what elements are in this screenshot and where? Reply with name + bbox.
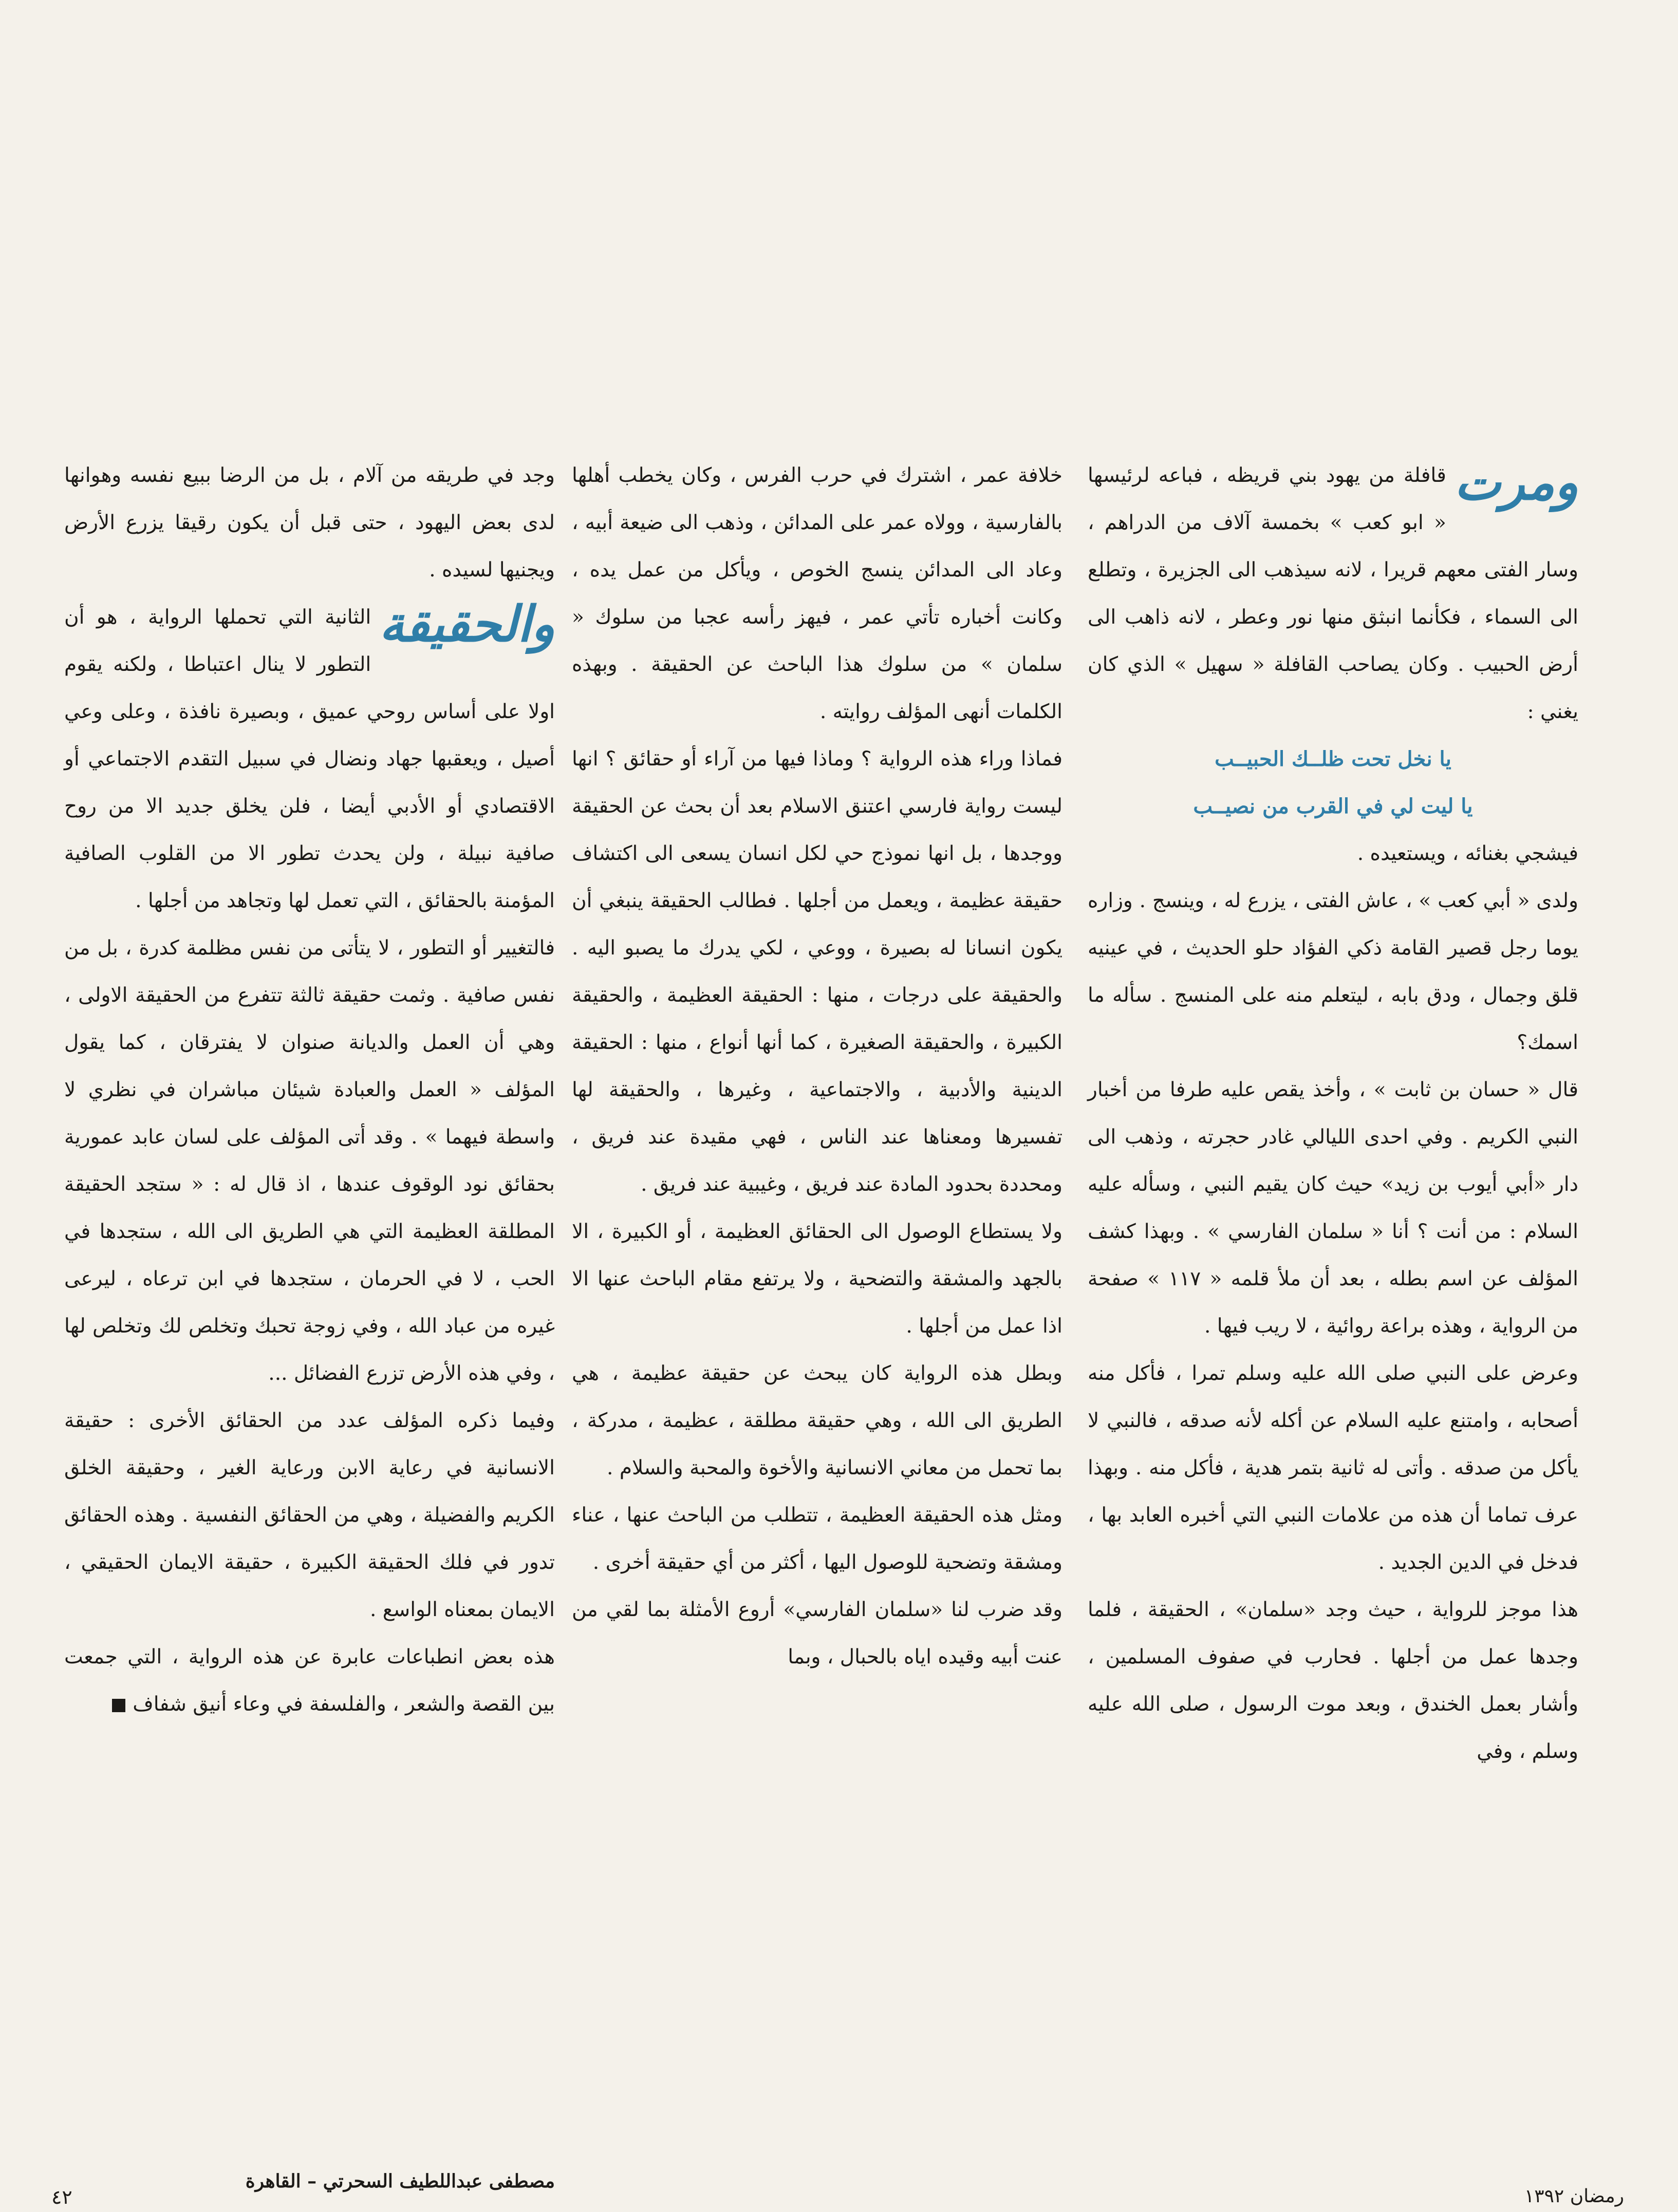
author-signature: مصطفى عبداللطيف السحرتي – القاهرة bbox=[245, 2170, 555, 2192]
paragraph: هذا موجز للرواية ، حيث وجد «سلمان» ، الحقيقة ، فلما وجدها عمل من أجلها . فحارب في صفوف المسلمين ، وأشار بعمل الخندق ، وبعد موت الرسول ، صلى الله عليه وسلم ، وفي bbox=[1088, 1598, 1578, 1763]
column-middle bbox=[572, 452, 1062, 1681]
end-mark-icon bbox=[112, 1699, 125, 1712]
paragraph-text: الثانية التي تحملها الرواية ، هو أن التطور لا ينال اعتباطا ، ولكنه يقوم اولا على أساس روحي عميق ، وبصيرة نافذة ، وعلى وعي أصيل ، ويعقبها جهاد ونضال في سبيل التقدم الاجتماعي أو الاقتصادي أو الأدبي أيضا ، فلن يخلق جديد الا من روح صافية نبيلة ، ولن يحدث تطور الا من القلوب الصافية المؤمنة بالحقائق ، التي تعمل لها وتجاهد من أجلها . bbox=[64, 606, 555, 912]
issue-date: رمضان ١٣٩٢ bbox=[1524, 2186, 1624, 2207]
paragraph bbox=[1088, 452, 1578, 736]
paragraph: قال « حسان بن ثابت » ، وأخذ يقص عليه طرفا من أخبار النبي الكريم . وفي احدى الليالي غادر حجرته ، وذهب الى دار «أبي أيوب بن زيد» حيث كان يقيم النبي ، وسأله عليه السلام : من أنت ؟ أنا « سلمان الفارسي » . وبهذا كشف المؤلف عن اسم بطله ، بعد أن ملأ قلمه « ١١٧ » صفحة من الرواية ، وهذه براعة روائية ، لا ريب فيها . bbox=[1088, 1078, 1578, 1338]
paragraph bbox=[64, 1634, 555, 1728]
column-left bbox=[64, 452, 555, 1728]
paragraph: وعرض على النبي صلى الله عليه وسلم تمرا ، فأكل منه أصحابه ، وامتنع عليه السلام عن أكله لأنه صدقه ، فالنبي لا يأكل من صدقه . وأتى له ثانية بتمر هدية ، فأكل منه . وبهذا عرف تماما أن هذه من علامات النبي التي أخبره العابد بها ، فدخل في الدين الجديد . bbox=[1088, 1362, 1579, 1574]
paragraph: ولدى « أبي كعب » ، عاش الفتى ، يزرع له ، وينسج . وزاره يوما رجل قصير القامة ذكي الفؤاد حلو الحديث ، في عينيه قلق وجمال ، ودق بابه ، ليتعلم منه على المنسج . سأله ما اسمك؟ bbox=[1088, 889, 1578, 1054]
paragraph: خلافة عمر ، اشترك في حرب الفرس ، وكان يخطب أهلها بالفارسية ، وولاه عمر على المدائن ، وذهب الى ضيعة أبيه ، وعاد الى المدائن ينسج الخوص ، ويأكل من عمل يده ، وكانت أخباره تأتي عمر ، فيهز رأسه عجبا من سلوك « سلمان » من سلوك هذا الباحث عن الحقيقة . وبهذه الكلمات أنهى المؤلف روايته . bbox=[572, 464, 1062, 723]
page-number: ٤٢ bbox=[51, 2186, 72, 2208]
drop-cap-word: ومرت bbox=[1454, 453, 1578, 511]
drop-cap-word: والحقيقة bbox=[379, 595, 555, 653]
paragraph: ومثل هذه الحقيقة العظيمة ، تتطلب من الباحث عنها ، عناء ومشقة وتضحية للوصول اليها ، أكثر من أي حقيقة أخرى . bbox=[572, 1504, 1062, 1574]
paragraph bbox=[64, 594, 555, 925]
poem-verse: يا نخل تحت ظلــك الحبيــب bbox=[1215, 747, 1451, 771]
column-right bbox=[1088, 452, 1578, 1775]
paragraph: فالتغيير أو التطور ، لا يتأتى من نفس مظلمة كدرة ، بل من نفس صافية . وثمت حقيقة ثالثة تتفرع من الحقيقة الاولى ، وهي أن العمل والديانة صنوان لا يفترقان ، كما يقول المؤلف « العمل والعبادة شيئان مباشران في نظري لا واسطة فيهما » . وقد أتى المؤلف على لسان عابد عمورية بحقائق نود الوقوف عندها ، اذ قال له : « ستجد الحقيقة المطلقة العظيمة التي هي الطريق الى الله ، ستجدها في الحب ، لا في الحرمان ، ستجدها في ابن ترعاه ، ليرعى غيره من عباد الله ، وفي زوجة تحبك وتخلص لك وتخلص لها ، وفي هذه الأرض تزرع الفضائل ... bbox=[64, 936, 555, 1385]
paragraph: ولا يستطاع الوصول الى الحقائق العظيمة ، أو الكبيرة ، الا بالجهد والمشقة والتضحية ، ولا يرتفع مقام الباحث عنها الا اذا عمل من أجلها . bbox=[572, 1220, 1062, 1338]
paragraph: وقد ضرب لنا «سلمان الفارسي» أروع الأمثلة بما لقي من عنت أبيه وقيده اياه بالحبال ، وبما bbox=[572, 1598, 1062, 1669]
poem-verse: يا ليت لي في القرب من نصيــب bbox=[1193, 794, 1473, 818]
paragraph-text: قافلة من يهود بني قريظه ، فباعه لرئيسها « ابو كعب » بخمسة آلاف من الدراهم ، وسار الفتى معهم قريرا ، لانه سيذهب الى الجزيرة ، وتطلع الى السماء ، فكأنما انبثق منها نور وعطر ، لانه ذاهب الى أرض الحبيب . وكان يصاحب القافلة « سهيل » الذي كان يغني : bbox=[1088, 464, 1578, 723]
paragraph: وجد في طريقه من آلام ، بل من الرضا ببيع نفسه وهوانها لدى بعض اليهود ، حتى قبل أن يكون رقيقا يزرع الأرض ويجنيها لسيده . bbox=[64, 464, 555, 582]
paragraph: فيشجي بغنائه ، ويستعيده . bbox=[1357, 842, 1578, 865]
paragraph: وفيما ذكره المؤلف عدد من الحقائق الأخرى : حقيقة الانسانية في رعاية الابن ورعاية الغير ، وحقيقة الخلق الكريم والفضيلة ، وهي من الحقائق النفسية . وهذه الحقائق تدور في فلك الحقيقة الكبيرة ، حقيقة الايمان الحقيقي ، الايمان بمعناه الواسع . bbox=[64, 1409, 555, 1621]
paragraph-text: هذه بعض انطباعات عابرة عن هذه الرواية ، التي جمعت بين القصة والشعر ، والفلسفة في وعاء أنيق شفاف bbox=[64, 1645, 555, 1716]
paragraph: وبطل هذه الرواية كان يبحث عن حقيقة عظيمة ، هي الطريق الى الله ، وهي حقيقة مطلقة ، عظيمة ، مدركة ، بما تحمل من معاني الانسانية والأخوة والمحبة والسلام . bbox=[572, 1362, 1062, 1479]
paragraph: فماذا وراء هذه الرواية ؟ وماذا فيها من آراء أو حقائق ؟ انها ليست رواية فارسي اعتنق الاسلام بعد أن بحث عن الحقيقة ووجدها ، بل انها نموذج حي لكل انسان يسعى الى اكتشاف حقيقة عظيمة ، ويعمل من أجلها . فطالب الحقيقة ينبغي أن يكون انسانا له بصيرة ، ووعي ، لكي يدرك ما يصبو اليه . والحقيقة على درجات ، منها : الحقيقة العظيمة ، والحقيقة الكبيرة ، والحقيقة الصغيرة ، كما أنها أنواع ، منها : الحقيقة الدينية والأدبية ، والاجتماعية ، وغيرها ، والحقيقة لها تفسيرها ومعناها عند الناس ، فهي مقيدة عند فريق ، ومحددة بحدود المادة عند فريق ، وغيبية عند فريق . bbox=[572, 747, 1062, 1196]
